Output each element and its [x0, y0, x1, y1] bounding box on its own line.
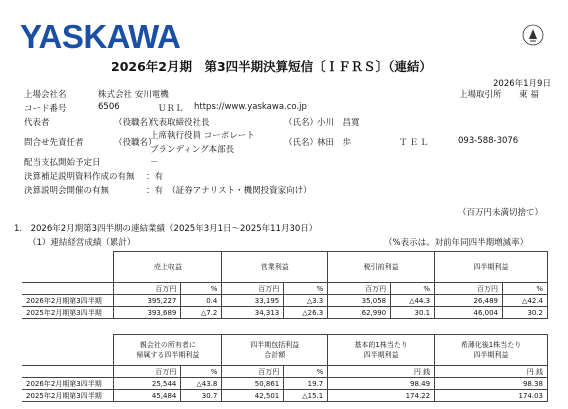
header-line: 基本的1株当たり [354, 341, 408, 349]
table-cell: 174.03 [435, 390, 548, 402]
unit-cell: % [181, 283, 222, 295]
table-cell: 19.7 [284, 378, 328, 390]
unit-cell: % [284, 283, 328, 295]
table-cell: 393,689 [114, 307, 181, 319]
table-cell: △42.4 [502, 295, 547, 307]
table-cell: △7.2 [181, 307, 222, 319]
seal-icon [522, 24, 544, 46]
table-row [22, 390, 548, 402]
header-owners-profit [114, 335, 222, 366]
header-line: 四半期包括利益 [250, 341, 300, 349]
table-cell: △15.1 [284, 390, 328, 402]
table-cell: 25,544 [114, 378, 181, 390]
tel-label: ＴＥＬ [399, 138, 431, 148]
table-cell: 42,501 [222, 390, 284, 402]
code-value: 6506 [98, 102, 120, 112]
contact-name: 林田 歩 [317, 138, 352, 148]
header-line: 合計額 [264, 351, 286, 359]
percent-note: （%表示は、対前年同四半期増減率） [384, 238, 529, 248]
header-revenue: 売上収益 [114, 252, 222, 283]
document-title: 2026年2月期 第3四半期決算短信〔ＩＦＲＳ〕（連結） [111, 59, 432, 74]
operating-results-table [22, 251, 548, 319]
unit-cell: % [284, 366, 328, 378]
rep-name-label: （氏名） [284, 118, 319, 128]
header-line: 四半期利益 [473, 351, 509, 359]
header-comprehensive-income [222, 335, 328, 366]
url-link[interactable]: https://www.yaskawa.co.jp [194, 102, 307, 112]
table-cell: △43.8 [181, 378, 222, 390]
table-cell: △44.3 [391, 295, 435, 307]
contact-title-line2: ブランディング本部長 [150, 145, 235, 155]
unit-cell: % [502, 283, 547, 295]
briefing-value: ：有 （証券アナリスト・機関投資家向け） [146, 186, 312, 196]
header-line: 親会社の所有者に [139, 341, 196, 349]
table-cell: 98.38 [435, 378, 548, 390]
row-label: 2025年2月期第3四半期 [22, 390, 114, 402]
header-basic-eps [328, 335, 435, 366]
table-cell: 0.4 [181, 295, 222, 307]
table-row [22, 378, 548, 390]
tel-value: 093-588-3076 [458, 136, 519, 146]
supplementary-value: ：有 [146, 172, 164, 182]
table-cell: 62,990 [328, 307, 391, 319]
table-cell: 174.22 [328, 390, 435, 402]
table-cell: 26,489 [435, 295, 503, 307]
header-line: 四半期利益 [363, 351, 399, 359]
unit-row [22, 366, 548, 378]
header-diluted-eps [435, 335, 548, 366]
rep-title-label: （役職名） [114, 118, 157, 128]
header-line: 希薄化後1株当たり [460, 341, 522, 349]
unit-cell: 百万円 [222, 366, 284, 378]
section-heading: 1. 2026年2月期第3四半期の連結業績（2025年3月1日～2025年11月30日） [14, 224, 318, 234]
company-name-label: 上場会社名 [24, 90, 67, 100]
table-cell: 30.1 [391, 307, 435, 319]
per-share-table [22, 334, 548, 402]
rep-name: 小川 昌寛 [317, 118, 360, 128]
contact-label: 問合せ先責任者 [24, 138, 84, 148]
code-label: コード番号 [24, 104, 67, 114]
row-label: 2025年2月期第3四半期 [22, 307, 114, 319]
yaskawa-logo: YASKAWA [20, 18, 181, 55]
unit-cell: % [391, 283, 435, 295]
company-name-value: 株式会社 安川電機 [98, 90, 169, 100]
unit-cell: 百万円 [114, 366, 181, 378]
row-label: 2026年2月期第3四半期 [22, 378, 114, 390]
contact-name-label: （氏名） [284, 138, 319, 148]
table-header-row [22, 252, 548, 283]
unit-cell: 百万円 [114, 283, 181, 295]
unit-cell: 円 銭 [435, 366, 548, 378]
dividend-label: 配当支払開始予定日 [24, 158, 101, 168]
table-cell: 45,484 [114, 390, 181, 402]
rep-title: 代表取締役社長 [150, 118, 210, 128]
dividend-value: － [150, 158, 159, 168]
table-cell: 50,861 [222, 378, 284, 390]
table-cell: 98.49 [328, 378, 435, 390]
table-cell: 30.7 [181, 390, 222, 402]
row-label: 2026年2月期第3四半期 [22, 295, 114, 307]
unit-cell: 百万円 [435, 283, 503, 295]
briefing-label: 決算説明会開催の有無 [24, 186, 110, 196]
header-quarterly-profit: 四半期利益 [435, 252, 548, 283]
table-cell: △3.3 [284, 295, 328, 307]
table-row [22, 307, 548, 319]
header-pretax-profit: 税引前利益 [328, 252, 435, 283]
contact-title-label: （役職名） [114, 138, 157, 148]
report-date: 2026年1月9日 [493, 79, 551, 89]
exchange-value: 東 福 [519, 90, 539, 100]
table-cell: 35,058 [328, 295, 391, 307]
table-header-row [22, 335, 548, 366]
representative-label: 代表者 [24, 118, 50, 128]
header-operating-profit: 営業利益 [222, 252, 328, 283]
contact-title-line1: 上席執行役員 コーポレート [150, 131, 255, 141]
units-note: （百万円未満切捨て） [458, 208, 544, 218]
unit-cell: 円 銭 [328, 366, 435, 378]
table-cell: △26.3 [284, 307, 328, 319]
url-label: ＵＲＬ [158, 104, 184, 114]
unit-row [22, 283, 548, 295]
table-cell: 34,313 [222, 307, 284, 319]
unit-cell: 百万円 [222, 283, 284, 295]
unit-cell: % [181, 366, 222, 378]
supplementary-label: 決算補足説明資料作成の有無 [24, 172, 135, 182]
header-line: 帰属する四半期利益 [136, 351, 200, 359]
section-subheading: （1）連結経営成績（累計） [28, 238, 136, 248]
table-cell: 46,004 [435, 307, 503, 319]
table-cell: 395,227 [114, 295, 181, 307]
table-cell: 30.2 [502, 307, 547, 319]
unit-cell: 百万円 [328, 283, 391, 295]
table-cell: 33,195 [222, 295, 284, 307]
exchange-label: 上場取引所 [459, 90, 502, 100]
table-row [22, 295, 548, 307]
